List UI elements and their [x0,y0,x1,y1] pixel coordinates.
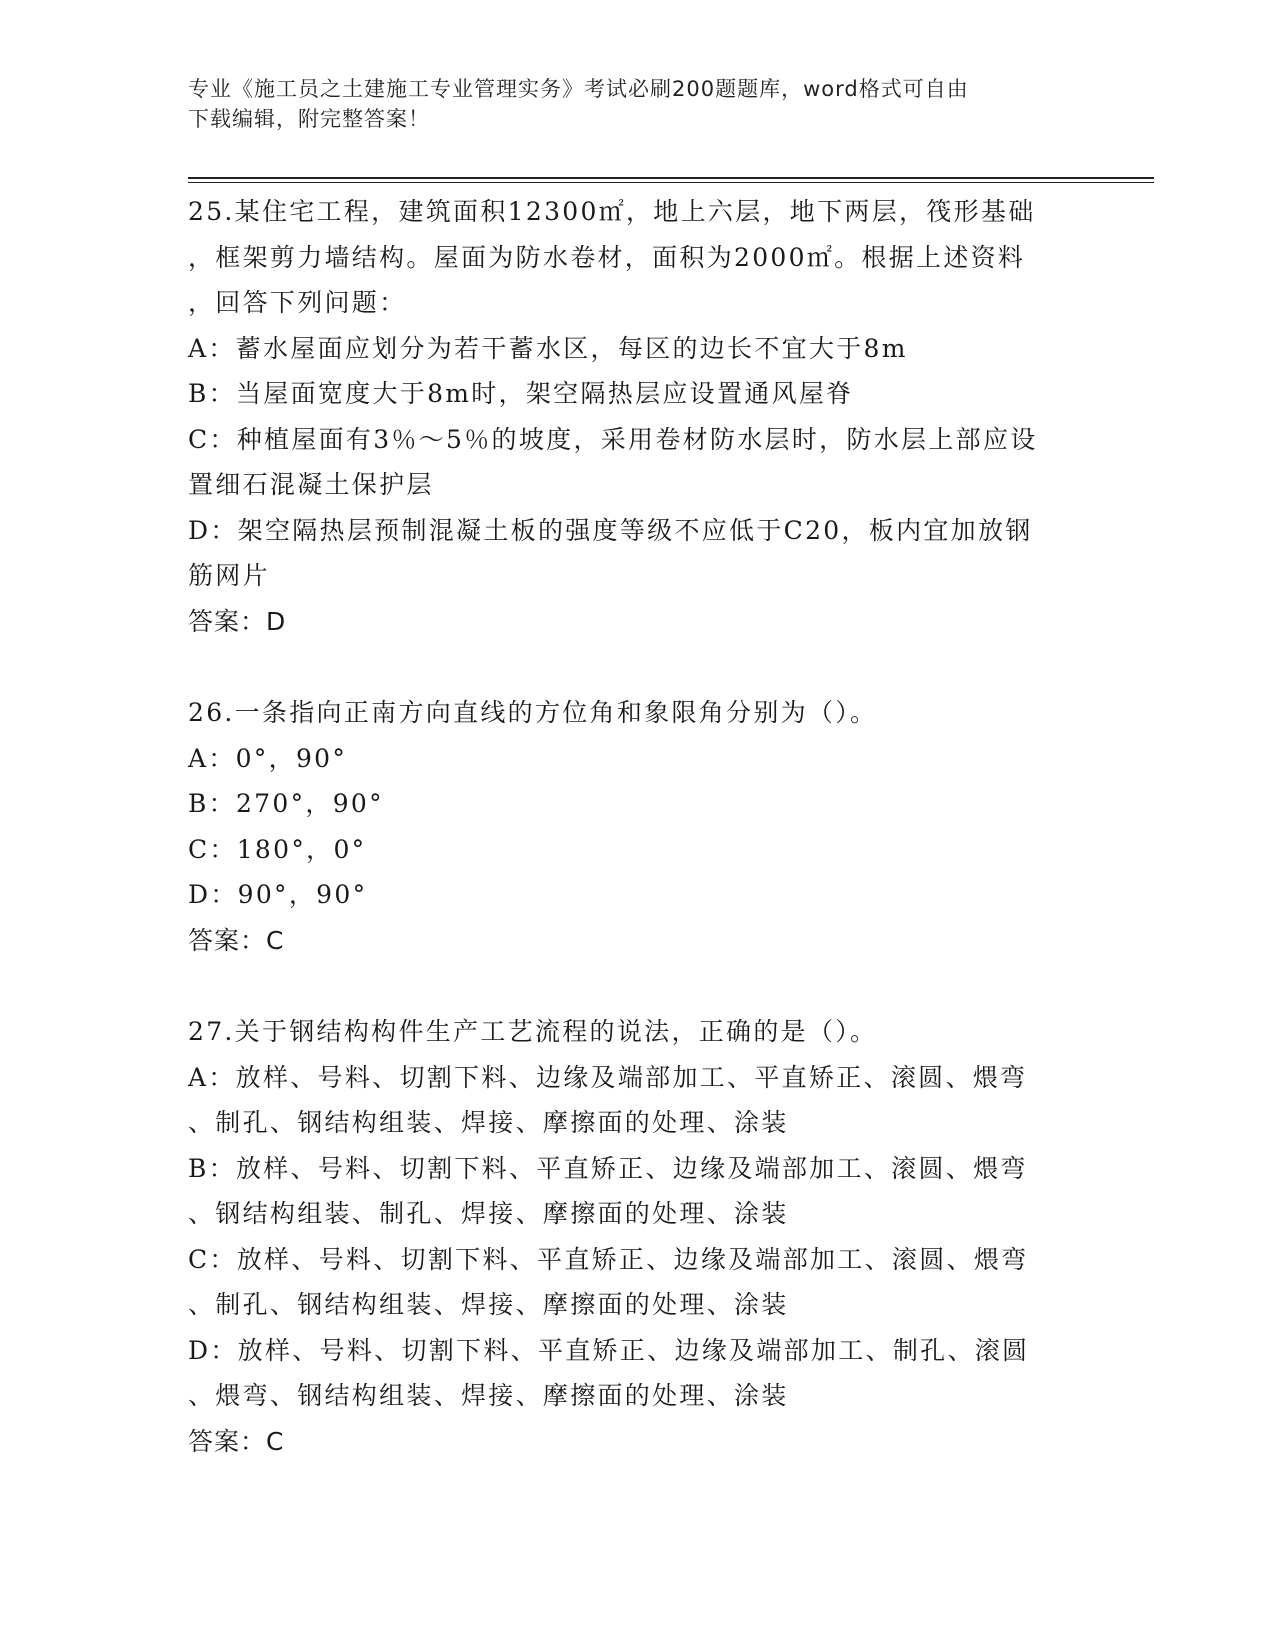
spacer [188,644,1088,690]
option-c: 置细石混凝土保护层 [188,470,434,499]
option-b: 、钢结构组装、制孔、焊接、摩擦面的处理、涂装 [188,1199,789,1228]
question-25 [188,189,1088,644]
option-b: B：当屋面宽度大于8m时，架空隔热层应设置通风屋脊 [188,379,854,408]
header-line: 专业《施工员之土建施工专业管理实务》考试必刷200题题库，word格式可自由 [188,77,969,101]
option-d: 、煨弯、钢结构组装、焊接、摩擦面的处理、涂装 [188,1381,789,1410]
question-27 [188,1009,1088,1464]
option-c: C：放样、号料、切割下料、平直矫正、边缘及端部加工、滚圆、煨弯 [188,1244,1029,1274]
question-stem: 25.某住宅工程，建筑面积12300㎡，地上六层，地下两层，筏形基础 [188,197,1036,226]
option-a: A：放样、号料、切割下料、边缘及端部加工、平直矫正、滚圆、煨弯 [188,1062,1028,1092]
question-stem: 27.关于钢结构构件生产工艺流程的说法，正确的是（）。 [188,1017,878,1046]
spacer [188,963,1088,1009]
question-stem: ，框架剪力墙结构。屋面为防水卷材，面积为2000㎡。根据上述资料 [188,242,1026,272]
question-26 [188,690,1088,963]
question-stem: 26.一条指向正南方向直线的方位角和象限角分别为（）。 [188,698,878,727]
header-line: 下载编辑，附完整答案！ [188,107,430,131]
option-d: 筋网片 [188,561,270,590]
option-a: A：蓄水屋面应划分为若干蓄水区，每区的边长不宜大于8m [188,333,908,363]
option-b: B：放样、号料、切割下料、平直矫正、边缘及端部加工、滚圆、煨弯 [188,1153,1028,1183]
option-b: B：270°，90° [188,789,384,818]
option-a: 、制孔、钢结构组装、焊接、摩擦面的处理、涂装 [188,1108,789,1137]
option-c: C：种植屋面有3％～5％的坡度，采用卷材防水层时，防水层上部应设 [188,424,1038,454]
option-c: C：180°，0° [188,834,367,864]
option-d: D：架空隔热层预制混凝土板的强度等级不应低于C20，板内宜加放钢 [188,515,1033,545]
header-divider-thick [188,177,1154,179]
answer: 答案：C [188,1426,285,1456]
answer: 答案：C [188,925,285,955]
question-stem: ，回答下列问题： [188,288,407,317]
question-list [188,189,1088,1464]
option-d: D：放样、号料、切割下料、平直矫正、边缘及端部加工、制孔、滚圆 [188,1335,1030,1365]
page-header [188,74,1068,134]
header-divider-thin [188,182,1154,183]
option-d: D：90°，90° [188,880,368,909]
option-c: 、制孔、钢结构组装、焊接、摩擦面的处理、涂装 [188,1290,789,1319]
option-a: A：0°，90° [188,743,348,773]
answer: 答案：D [188,606,287,636]
